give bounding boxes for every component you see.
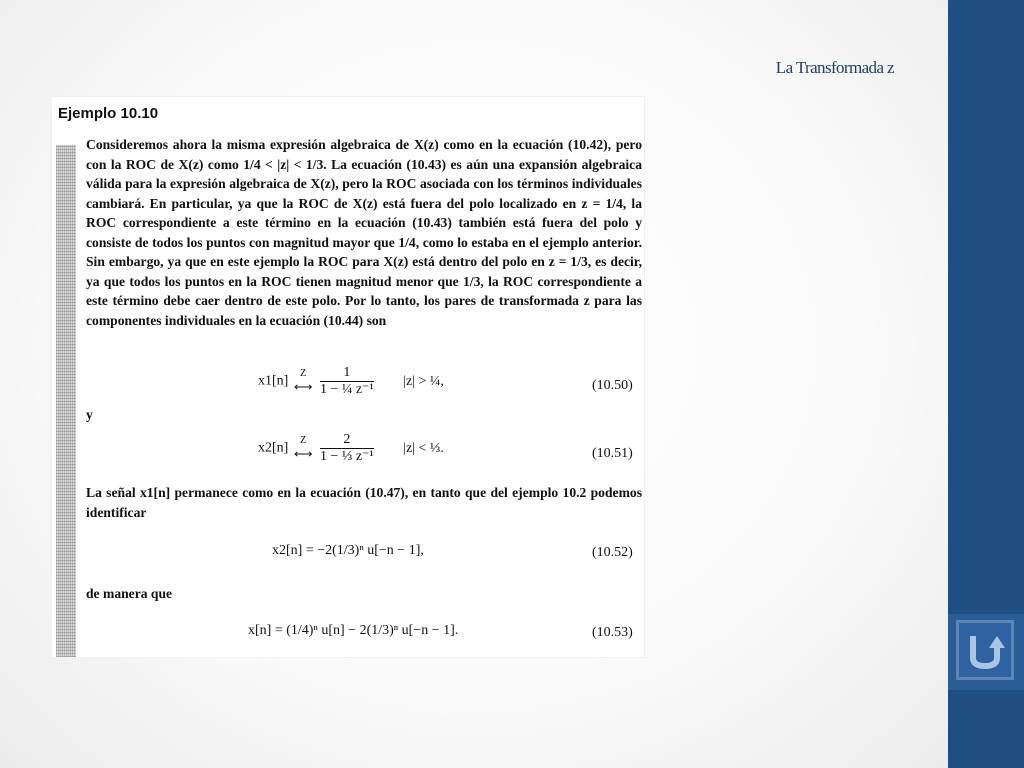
eq-condition: |z| < ⅓. bbox=[403, 440, 444, 456]
equation-number: (10.53) bbox=[592, 625, 633, 640]
conjunction-y: y bbox=[86, 407, 93, 422]
transform-arrow-icon: Z ⟷ bbox=[293, 434, 313, 461]
back-button[interactable] bbox=[956, 620, 1014, 680]
equation-10-52: x2[n] = −2(1/3)ⁿ u[−n − 1], bbox=[272, 543, 424, 558]
equation-number: (10.52) bbox=[592, 545, 633, 560]
manera-paragraph: de manera que bbox=[86, 586, 173, 601]
return-arrow-icon bbox=[963, 628, 1007, 672]
eq-lhs: x1[n] bbox=[258, 373, 289, 389]
slide-title: La Transformada z bbox=[775, 58, 894, 77]
signal-paragraph: La señal x1[n] permanece como en la ecuación (10.47), en tanto que del ejemplo 10.2 podemos identificar bbox=[86, 485, 642, 520]
example-heading: Ejemplo 10.10 bbox=[58, 105, 159, 122]
eq-condition: |z| > ¼, bbox=[403, 373, 444, 389]
scanned-page bbox=[52, 97, 644, 657]
equation-10-51 bbox=[258, 432, 444, 465]
transform-arrow-icon: Z ⟷ bbox=[293, 367, 313, 394]
equation-10-50 bbox=[258, 365, 444, 398]
eq-fraction: $\frac{2}{\text{1 − ⅓ z⁻¹}}$ bbox=[319, 432, 374, 464]
eq-fraction: $\frac{1}{\text{1 − ¼ z⁻¹}}$ bbox=[319, 365, 374, 397]
equation-number: (10.50) bbox=[592, 378, 633, 393]
eq-lhs: x2[n] bbox=[258, 440, 289, 456]
scan-shading-stripe bbox=[56, 145, 76, 657]
main-paragraph: Consideremos ahora la misma expresión algebraica de X(z) como en la ecuación (10.42), pero con la ROC de X(z) como 1/4 < |z| < 1/3. La ecuación (10.43) es aún una expansión algebraica válida para la expresión algebraica de X(z), pero la ROC asociada con los términos individuales cambiará. En particular, ya que la ROC de X(z) está fuera del polo localizado en z = 1/4, la ROC correspondiente a este término en la ecuación (10.43) también está fuera del polo y consiste de todos los puntos con magnitud mayor que 1/4, como lo estaba en el ejemplo anterior. Sin embargo, ya que en este ejemplo la ROC para X(z) está dentro del polo en z = 1/3, es decir, ya que todos los puntos en la ROC tienen magnitud menor que 1/3, la ROC correspondiente a este término debe caer dentro de este polo. Por lo tanto, los pares de transformada z para las componentes individuales en la ecuación (10.44) son bbox=[86, 137, 642, 328]
equation-10-53: x[n] = (1/4)ⁿ u[n] − 2(1/3)ⁿ u[−n − 1]. bbox=[248, 623, 459, 638]
equation-number: (10.51) bbox=[592, 446, 633, 461]
side-bar bbox=[948, 0, 1024, 768]
